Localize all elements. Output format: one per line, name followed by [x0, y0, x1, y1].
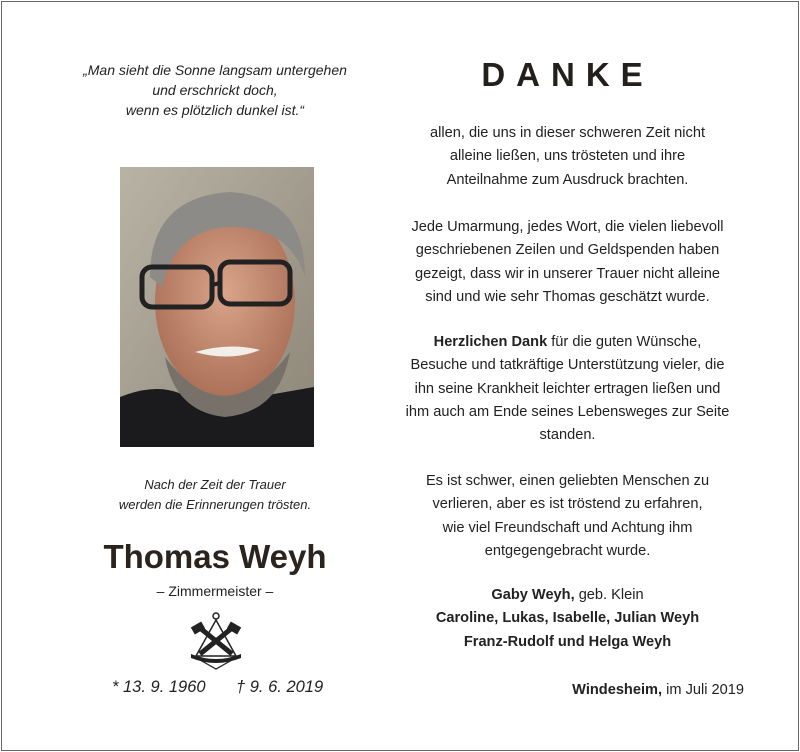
text-line: ihn seine Krankheit leichter ertragen ließen und [414, 380, 721, 397]
place: Windesheim, [572, 682, 663, 698]
text-line: wie viel Freundschaft und Achtung ihm [442, 519, 693, 536]
text-line: Jede Umarmung, jedes Wort, die vielen liebevoll [411, 219, 724, 235]
family-signature [375, 584, 760, 654]
text-line: ihm auch am Ende seines Lebensweges zur Seite [405, 403, 730, 420]
deceased-name: Thomas Weyh [103, 538, 327, 575]
family-line: Franz-Rudolf und Helga Weyh [463, 633, 672, 650]
paragraph-2 [375, 216, 760, 309]
caption-line: werden die Erinnerungen trösten. [118, 497, 312, 512]
birth-date: * 13. 9. 1960 [112, 678, 206, 696]
text-line: allen, die uns in dieser schweren Zeit nicht [430, 125, 705, 141]
carpenter-emblem-icon [188, 612, 244, 670]
death-date: † 9. 6. 2019 [236, 678, 324, 696]
text-line: verlieren, aber es ist tröstend zu erfahren, [432, 496, 703, 513]
text-line: Es ist schwer, einen geliebten Menschen zu [425, 473, 710, 489]
caption-line: Nach der Zeit der Trauer [144, 477, 286, 492]
text-line: Anteilnahme zum Ausdruck brachten. [446, 171, 689, 188]
bold-text: Gaby Weyh, [491, 587, 575, 603]
text-line: standen. [539, 427, 596, 444]
text: für die guten Wünsche, [547, 334, 702, 350]
paragraph-4 [375, 470, 760, 563]
text-line: geschriebenen Zeilen und Geldspenden haben [415, 242, 720, 259]
bold-text: Herzlichen Dank [433, 334, 548, 350]
text-line: gezeigt, dass wir in unserer Trauer nicht alleine [414, 265, 720, 282]
text-line: sind und wie sehr Thomas geschätzt wurde. [425, 288, 710, 305]
paragraph-3 [375, 331, 760, 447]
caption [60, 475, 370, 515]
profession: – Zimmermeister – [156, 583, 274, 599]
text-line: Besuche und tatkräftige Unterstützung vieler, die [410, 357, 725, 374]
family-line [375, 584, 760, 607]
date: im Juli 2019 [662, 682, 744, 698]
place-date [572, 679, 744, 702]
heading: DANKE [481, 56, 654, 93]
quote [60, 60, 370, 120]
family-line: Caroline, Lukas, Isabelle, Julian Weyh [435, 610, 700, 627]
text-line: alleine ließen, uns trösteten und ihre [449, 148, 686, 165]
portrait-photo [120, 167, 314, 447]
text-line: entgegengebracht wurde. [484, 542, 651, 559]
quote-line: und erschrickt doch, [152, 82, 278, 98]
text: geb. Klein [574, 587, 644, 603]
quote-line: wenn es plötzlich dunkel ist.“ [125, 102, 305, 118]
text-line [375, 331, 760, 354]
quote-line: „Man sieht die Sonne langsam untergehen [83, 62, 347, 78]
paragraph-1 [375, 122, 760, 192]
